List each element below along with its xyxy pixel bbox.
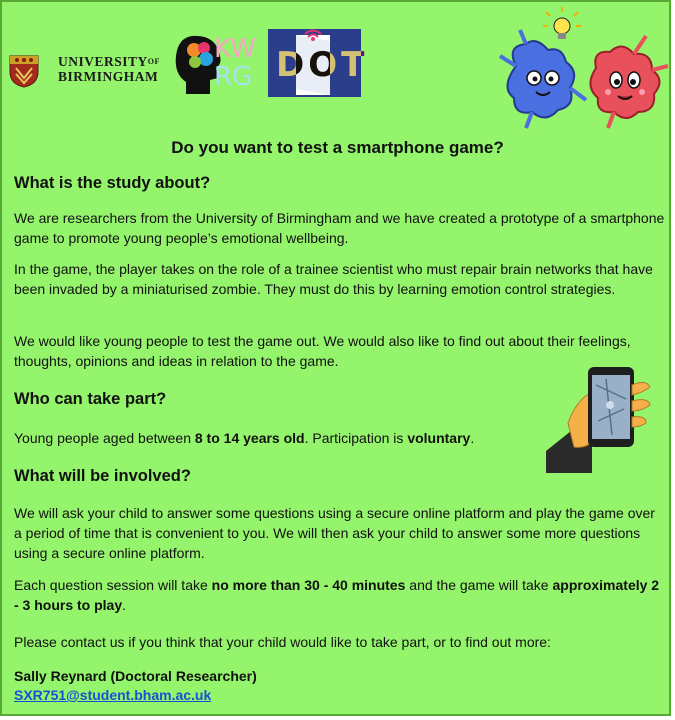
about-paragraph-3: We would like young people to test the game out. We would also like to find out about their feelings, thoughts, opinions and ideas in relation to the game. [14,333,631,369]
contact-paragraph: Please contact us if you think that your child would like to take part, or to find out more: [14,634,551,650]
heading-study-about: What is the study about? [14,174,211,192]
researcher-name: Sally Reynard (Doctoral Researcher) [14,668,257,684]
kwrg-bottom-text: RG [214,62,253,92]
page-title: Do you want to test a smartphone game? [171,138,504,157]
who-text-c: . Participation is [304,430,408,446]
kwrg-logo [172,34,260,96]
who-paragraph [14,428,534,448]
voluntary-text: voluntary [407,430,471,446]
university-crest-icon [8,54,40,88]
age-range-text: 8 to 14 years old [194,430,305,446]
blue-neuron-character [500,30,586,128]
involved-paragraph-2 [14,575,666,615]
cartoon-characters-illustration [496,6,671,134]
kwrg-top-text: KW [214,34,256,64]
university-logo-text: $UNIVERSITY^{OF}$ BIRMINGHAM [58,54,160,84]
who-text-a: Young people aged between [14,430,195,446]
email-link[interactable]: SXR751@student.bham.ac.uk [14,687,212,703]
heading-who-can-take-part: Who can take part? [14,390,167,408]
about-paragraph-2: In the game, the player takes on the role of a trainee scientist who must repair brain networks that have been invaded by a miniaturised zombie. They must do this by learning emotion control strategies. [14,261,653,297]
game-duration-text: approximately 2 - 3 hours to play [14,577,660,613]
about-paragraph-1: We are researchers from the University of Birmingham and we have created a prototype of a smartphone game to promote young people’s emotional wellbeing. [14,210,665,246]
who-text-e: . [470,430,475,446]
session-duration-text: no more than 30 - 40 minutes [211,577,406,593]
involved-paragraph-1: We will ask your child to answer some questions using a secure online platform and play the game over a period of time that is convenient to you. We will then ask your child to answer some more questions using a secure online platform. [14,505,655,561]
dot-logo [268,29,369,97]
email-container [14,685,666,705]
red-neuron-character [590,36,668,128]
involved-text-e: . [122,597,127,613]
lightbulb-icon [543,7,581,39]
hand-holding-phone-icon [546,365,654,473]
involved-text-c: and the game will take [405,577,553,593]
dot-logo-text: DOT [276,45,369,85]
involved-text-a: Each question session will take [14,577,212,593]
heading-what-involved: What will be involved? [14,467,191,485]
